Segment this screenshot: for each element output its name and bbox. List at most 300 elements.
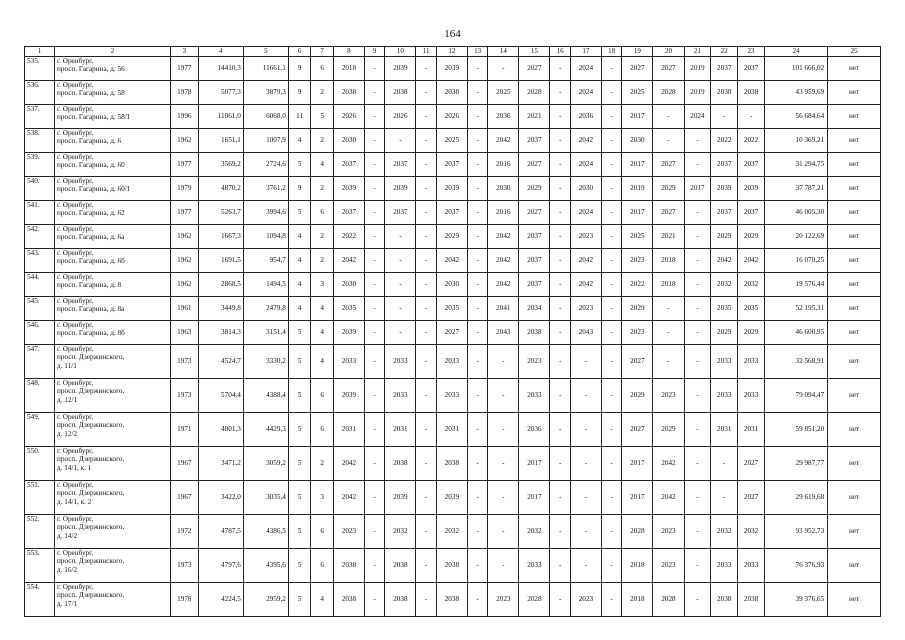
table-cell: - bbox=[684, 321, 711, 345]
table-cell: - bbox=[364, 129, 384, 153]
table-cell: 2029 bbox=[519, 177, 550, 201]
table-cell: 2039 bbox=[436, 481, 467, 515]
table-cell: - bbox=[601, 129, 621, 153]
table-cell: - bbox=[385, 321, 416, 345]
column-number-header: 17 bbox=[570, 47, 601, 57]
table-cell: - bbox=[738, 105, 765, 129]
table-cell: - bbox=[550, 273, 570, 297]
table-cell: 2038 bbox=[333, 81, 364, 105]
table-cell: - bbox=[550, 249, 570, 273]
area-cell: 2959,2 bbox=[243, 583, 288, 617]
table-cell: 5 bbox=[288, 447, 311, 481]
table-cell: - bbox=[416, 153, 436, 177]
column-number-header: 7 bbox=[311, 47, 334, 57]
table-cell: 1996 bbox=[170, 105, 198, 129]
table-cell: - bbox=[570, 345, 601, 379]
table-cell: - bbox=[364, 447, 384, 481]
table-cell: 2033 bbox=[436, 379, 467, 413]
table-cell: - bbox=[550, 515, 570, 549]
table-cell: - bbox=[416, 57, 436, 81]
table-cell: 2023 bbox=[622, 321, 653, 345]
table-cell: 2039 bbox=[436, 177, 467, 201]
table-row bbox=[25, 297, 881, 321]
table-cell: - bbox=[684, 297, 711, 321]
table-cell: - bbox=[467, 345, 487, 379]
address-cell: г. Оренбург, просп. Дзержинского, д. 16/2 bbox=[55, 549, 171, 583]
address-cell: г. Оренбург, просп. Гагарина, д. 60/1 bbox=[55, 177, 171, 201]
table-cell: 2023 bbox=[653, 379, 684, 413]
area-cell: 4388,4 bbox=[243, 379, 288, 413]
table-cell: - bbox=[416, 549, 436, 583]
address-cell: г. Оренбург, просп. Дзержинского, д. 17/1 bbox=[55, 583, 171, 617]
table-cell: - bbox=[711, 447, 738, 481]
row-number-cell: 537. bbox=[25, 105, 55, 129]
table-cell: - bbox=[601, 345, 621, 379]
table-cell: 2039 bbox=[333, 321, 364, 345]
table-cell: - bbox=[416, 515, 436, 549]
table-cell: 2023 bbox=[570, 583, 601, 617]
table-cell: 2042 bbox=[570, 129, 601, 153]
table-cell: 2032 bbox=[711, 515, 738, 549]
table-cell: нет bbox=[828, 515, 881, 549]
area-cell: 3994,6 bbox=[243, 201, 288, 225]
column-number-header: 16 bbox=[550, 47, 570, 57]
table-cell: 2031 bbox=[385, 413, 416, 447]
table-cell: - bbox=[711, 105, 738, 129]
cost-cell: 16 070,25 bbox=[764, 249, 827, 273]
table-cell: - bbox=[653, 321, 684, 345]
table-cell: - bbox=[467, 201, 487, 225]
table-cell: 5 bbox=[288, 583, 311, 617]
table-cell: - bbox=[653, 345, 684, 379]
table-cell: - bbox=[550, 153, 570, 177]
table-cell: 11 bbox=[288, 105, 311, 129]
table-cell: 2038 bbox=[385, 583, 416, 617]
table-cell: 6 bbox=[311, 413, 334, 447]
cost-cell: 29 987,77 bbox=[764, 447, 827, 481]
table-cell: 2034 bbox=[519, 297, 550, 321]
table-cell: 5 bbox=[311, 105, 334, 129]
area-cell: 2724,6 bbox=[243, 153, 288, 177]
address-cell: г. Оренбург, просп. Гагарина, д. 8б bbox=[55, 321, 171, 345]
table-cell: 2 bbox=[311, 249, 334, 273]
table-cell: нет bbox=[828, 81, 881, 105]
address-cell: г. Оренбург, просп. Дзержинского, д. 12/1 bbox=[55, 379, 171, 413]
table-cell: 2029 bbox=[738, 321, 765, 345]
table-cell: - bbox=[467, 297, 487, 321]
table-cell: 2028 bbox=[519, 81, 550, 105]
table-cell: 2017 bbox=[519, 447, 550, 481]
table-cell: 2019 bbox=[684, 81, 711, 105]
table-cell: 2023 bbox=[519, 345, 550, 379]
table-cell: - bbox=[416, 225, 436, 249]
table-cell: 2025 bbox=[622, 81, 653, 105]
table-cell: 2031 bbox=[711, 413, 738, 447]
area-cell: 3814,3 bbox=[198, 321, 243, 345]
table-cell: - bbox=[684, 249, 711, 273]
table-cell: - bbox=[684, 273, 711, 297]
table-cell: нет bbox=[828, 583, 881, 617]
table-cell: - bbox=[550, 447, 570, 481]
table-cell: 4 bbox=[311, 345, 334, 379]
table-cell: 2033 bbox=[519, 549, 550, 583]
table-cell: 2039 bbox=[385, 57, 416, 81]
table-cell: 2022 bbox=[333, 225, 364, 249]
table-cell: нет bbox=[828, 225, 881, 249]
cost-cell: 19 576,44 bbox=[764, 273, 827, 297]
table-cell: 2038 bbox=[436, 81, 467, 105]
table-cell: 2029 bbox=[622, 379, 653, 413]
area-cell: 3151,4 bbox=[243, 321, 288, 345]
table-cell: 2021 bbox=[519, 105, 550, 129]
table-cell: 2039 bbox=[385, 481, 416, 515]
table-cell: - bbox=[467, 515, 487, 549]
table-row bbox=[25, 515, 881, 549]
table-cell: - bbox=[684, 481, 711, 515]
table-cell: 2027 bbox=[622, 345, 653, 379]
area-cell: 11061,0 bbox=[198, 105, 243, 129]
table-cell: 2035 bbox=[738, 297, 765, 321]
area-cell: 4429,3 bbox=[243, 413, 288, 447]
address-cell: г. Оренбург, просп. Гагарина, д. 8 bbox=[55, 273, 171, 297]
column-number-header: 18 bbox=[601, 47, 621, 57]
table-cell: - bbox=[550, 413, 570, 447]
table-cell: - bbox=[385, 273, 416, 297]
column-number-header: 12 bbox=[436, 47, 467, 57]
area-cell: 2479,8 bbox=[243, 297, 288, 321]
table-cell: 2023 bbox=[570, 297, 601, 321]
table-cell: - bbox=[684, 345, 711, 379]
table-cell: - bbox=[570, 481, 601, 515]
table-cell: 1962 bbox=[170, 273, 198, 297]
table-cell: - bbox=[416, 481, 436, 515]
table-cell: 3 bbox=[311, 481, 334, 515]
area-cell: 14410,3 bbox=[198, 57, 243, 81]
table-cell: нет bbox=[828, 297, 881, 321]
table-cell: 4 bbox=[288, 225, 311, 249]
table-cell: 2033 bbox=[738, 549, 765, 583]
table-cell: - bbox=[467, 105, 487, 129]
table-cell: 4 bbox=[288, 129, 311, 153]
table-cell: - bbox=[364, 583, 384, 617]
table-cell: 2023 bbox=[570, 225, 601, 249]
table-cell: 2030 bbox=[333, 273, 364, 297]
column-number-header: 21 bbox=[684, 47, 711, 57]
table-cell: - bbox=[364, 273, 384, 297]
table-cell: 2024 bbox=[570, 57, 601, 81]
table-cell: - bbox=[364, 515, 384, 549]
table-cell: 2028 bbox=[519, 583, 550, 617]
table-cell: 5 bbox=[288, 481, 311, 515]
table-row bbox=[25, 447, 881, 481]
table-cell: - bbox=[364, 345, 384, 379]
table-cell: 2019 bbox=[622, 177, 653, 201]
row-number-cell: 549. bbox=[25, 413, 55, 447]
table-cell: нет bbox=[828, 481, 881, 515]
table-cell: 2027 bbox=[738, 447, 765, 481]
table-cell: - bbox=[416, 345, 436, 379]
table-cell: 2026 bbox=[385, 105, 416, 129]
area-cell: 4787,5 bbox=[198, 515, 243, 549]
table-cell: 9 bbox=[288, 177, 311, 201]
table-cell: 2038 bbox=[436, 447, 467, 481]
table-cell: 2033 bbox=[711, 549, 738, 583]
page-number: 164 bbox=[444, 28, 461, 40]
table-cell: 1979 bbox=[170, 177, 198, 201]
table-cell: 6 bbox=[311, 57, 334, 81]
row-number-cell: 553. bbox=[25, 549, 55, 583]
table-cell: - bbox=[601, 81, 621, 105]
table-cell: - bbox=[570, 447, 601, 481]
table-cell: нет bbox=[828, 105, 881, 129]
table-cell: 2028 bbox=[653, 81, 684, 105]
table-cell: нет bbox=[828, 447, 881, 481]
table-cell: 2042 bbox=[488, 129, 519, 153]
table-cell: 2018 bbox=[653, 273, 684, 297]
table-row bbox=[25, 549, 881, 583]
table-cell: - bbox=[467, 413, 487, 447]
table-cell: 5 bbox=[288, 201, 311, 225]
row-number-cell: 535. bbox=[25, 57, 55, 81]
table-cell: - bbox=[550, 129, 570, 153]
table-cell: - bbox=[601, 273, 621, 297]
area-cell: 4224,5 bbox=[198, 583, 243, 617]
table-cell: нет bbox=[828, 379, 881, 413]
cost-cell: 46 005,30 bbox=[764, 201, 827, 225]
table-cell: - bbox=[601, 225, 621, 249]
table-row bbox=[25, 379, 881, 413]
table-cell: 2028 bbox=[653, 583, 684, 617]
address-cell: г. Оренбург, просп. Гагарина, д. 62 bbox=[55, 201, 171, 225]
row-number-cell: 536. bbox=[25, 81, 55, 105]
table-cell: - bbox=[385, 129, 416, 153]
table-cell: 2029 bbox=[738, 225, 765, 249]
table-cell: - bbox=[601, 481, 621, 515]
table-cell: 5 bbox=[288, 413, 311, 447]
table-cell: 5 bbox=[288, 321, 311, 345]
table-cell: - bbox=[684, 225, 711, 249]
table-cell: - bbox=[684, 129, 711, 153]
address-cell: г. Оренбург, просп. Дзержинского, д. 11/1 bbox=[55, 345, 171, 379]
table-cell: 2039 bbox=[385, 177, 416, 201]
table-cell: - bbox=[550, 201, 570, 225]
table-row bbox=[25, 225, 881, 249]
table-cell: - bbox=[653, 129, 684, 153]
table-cell: 2032 bbox=[711, 273, 738, 297]
table-cell: 2028 bbox=[622, 515, 653, 549]
table-row bbox=[25, 129, 881, 153]
area-cell: 3330,2 bbox=[243, 345, 288, 379]
table-cell: 2036 bbox=[519, 413, 550, 447]
table-cell: 2038 bbox=[711, 583, 738, 617]
table-cell: 2030 bbox=[436, 273, 467, 297]
table-cell: - bbox=[467, 57, 487, 81]
table-cell: 2037 bbox=[738, 153, 765, 177]
table-cell: 2037 bbox=[436, 201, 467, 225]
table-cell: - bbox=[550, 321, 570, 345]
table-cell: - bbox=[601, 583, 621, 617]
table-cell: - bbox=[684, 153, 711, 177]
table-cell: 2042 bbox=[333, 249, 364, 273]
area-cell: 1494,5 bbox=[243, 273, 288, 297]
cost-cell: 10 369,21 bbox=[764, 129, 827, 153]
table-cell: 5 bbox=[288, 549, 311, 583]
table-cell: 2 bbox=[311, 177, 334, 201]
table-cell: 2038 bbox=[711, 81, 738, 105]
table-cell: 2033 bbox=[436, 345, 467, 379]
table-cell: 2029 bbox=[653, 413, 684, 447]
table-cell: 2035 bbox=[333, 297, 364, 321]
table-cell: 2024 bbox=[570, 81, 601, 105]
table-cell: 2042 bbox=[653, 481, 684, 515]
table-cell: 2018 bbox=[333, 57, 364, 81]
area-cell: 3422,0 bbox=[198, 481, 243, 515]
table-cell: 2037 bbox=[333, 153, 364, 177]
column-number-header: 15 bbox=[519, 47, 550, 57]
table-cell: - bbox=[550, 549, 570, 583]
table-cell: нет bbox=[828, 321, 881, 345]
table-cell: - bbox=[416, 81, 436, 105]
row-number-cell: 539. bbox=[25, 153, 55, 177]
table-cell: нет bbox=[828, 153, 881, 177]
table-cell: 2039 bbox=[333, 177, 364, 201]
table-cell: 4 bbox=[311, 297, 334, 321]
table-cell: - bbox=[364, 81, 384, 105]
table-cell: 2026 bbox=[333, 105, 364, 129]
table-cell: 2037 bbox=[519, 273, 550, 297]
table-cell: - bbox=[570, 549, 601, 583]
table-cell: 5 bbox=[288, 153, 311, 177]
column-number-header: 10 bbox=[385, 47, 416, 57]
table-cell: - bbox=[550, 583, 570, 617]
table-cell: 2017 bbox=[519, 481, 550, 515]
table-cell: - bbox=[467, 225, 487, 249]
table-cell: 2023 bbox=[653, 549, 684, 583]
table-cell: 2037 bbox=[711, 201, 738, 225]
area-cell: 4797,6 bbox=[198, 549, 243, 583]
table-body bbox=[25, 57, 881, 617]
table-cell: нет bbox=[828, 57, 881, 81]
table-cell: - bbox=[467, 273, 487, 297]
table-cell: 2022 bbox=[622, 273, 653, 297]
table-cell: 2023 bbox=[622, 249, 653, 273]
table-cell: - bbox=[416, 177, 436, 201]
table-cell: 2037 bbox=[385, 201, 416, 225]
table-cell: 2 bbox=[311, 81, 334, 105]
table-cell: нет bbox=[828, 549, 881, 583]
row-number-cell: 540. bbox=[25, 177, 55, 201]
table-cell: - bbox=[467, 81, 487, 105]
table-cell: - bbox=[364, 321, 384, 345]
table-cell: 2039 bbox=[436, 57, 467, 81]
column-number-header: 9 bbox=[364, 47, 384, 57]
table-cell: 1962 bbox=[170, 249, 198, 273]
table-cell: 2037 bbox=[519, 249, 550, 273]
table-cell: 2027 bbox=[519, 153, 550, 177]
table-cell: 1977 bbox=[170, 201, 198, 225]
address-cell: г. Оренбург, просп. Дзержинского, д. 14/2 bbox=[55, 515, 171, 549]
table-cell: 2 bbox=[311, 447, 334, 481]
area-cell: 6068,0 bbox=[243, 105, 288, 129]
table-cell: - bbox=[601, 549, 621, 583]
table-cell: 2032 bbox=[385, 515, 416, 549]
cost-cell: 43 959,69 bbox=[764, 81, 827, 105]
area-cell: 4801,3 bbox=[198, 413, 243, 447]
table-cell: нет bbox=[828, 177, 881, 201]
table-cell: - bbox=[601, 153, 621, 177]
address-cell: г. Оренбург, просп. Гагарина, д. 56 bbox=[55, 57, 171, 81]
column-number-header: 2 bbox=[55, 47, 171, 57]
table-cell: - bbox=[601, 515, 621, 549]
table-cell: 1967 bbox=[170, 447, 198, 481]
table-cell: - bbox=[467, 129, 487, 153]
table-row bbox=[25, 57, 881, 81]
table-cell: 2030 bbox=[488, 177, 519, 201]
table-cell: - bbox=[467, 481, 487, 515]
area-cell: 1651,1 bbox=[198, 129, 243, 153]
row-number-cell: 542. bbox=[25, 225, 55, 249]
table-cell: - bbox=[416, 273, 436, 297]
address-cell: г. Оренбург, просп. Дзержинского, д. 14/1, к. 1 bbox=[55, 447, 171, 481]
table-cell: 1973 bbox=[170, 345, 198, 379]
address-cell: г. Оренбург, просп. Дзержинского, д. 12/2 bbox=[55, 413, 171, 447]
row-number-cell: 552. bbox=[25, 515, 55, 549]
table-cell: 2038 bbox=[738, 81, 765, 105]
table-cell: 1963 bbox=[170, 321, 198, 345]
table-cell: 6 bbox=[311, 515, 334, 549]
table-cell: 2027 bbox=[519, 57, 550, 81]
table-cell: 2019 bbox=[684, 57, 711, 81]
table-cell: 2037 bbox=[711, 57, 738, 81]
cost-cell: 29 619,68 bbox=[764, 481, 827, 515]
area-cell: 4870,2 bbox=[198, 177, 243, 201]
table-cell: - bbox=[416, 249, 436, 273]
row-number-cell: 551. bbox=[25, 481, 55, 515]
table-cell: 2038 bbox=[333, 549, 364, 583]
table-cell: 2022 bbox=[711, 129, 738, 153]
cost-cell: 32 568,91 bbox=[764, 345, 827, 379]
table-cell: 2032 bbox=[738, 273, 765, 297]
table-cell: - bbox=[467, 549, 487, 583]
table-cell: 2018 bbox=[622, 583, 653, 617]
table-cell: 2017 bbox=[622, 481, 653, 515]
table-cell: 2038 bbox=[436, 549, 467, 583]
table-cell: 2031 bbox=[436, 413, 467, 447]
table-cell: 1962 bbox=[170, 225, 198, 249]
table-cell: 6 bbox=[311, 201, 334, 225]
table-cell: - bbox=[385, 297, 416, 321]
table-cell: 1973 bbox=[170, 379, 198, 413]
table-cell: 2033 bbox=[385, 379, 416, 413]
table-cell: 2033 bbox=[333, 345, 364, 379]
table-cell: 2025 bbox=[622, 225, 653, 249]
table-cell: 2024 bbox=[570, 201, 601, 225]
table-cell: 1971 bbox=[170, 413, 198, 447]
table-cell: нет bbox=[828, 249, 881, 273]
table-cell: - bbox=[364, 201, 384, 225]
cost-cell: 79 094,47 bbox=[764, 379, 827, 413]
column-number-header: 4 bbox=[198, 47, 243, 57]
table-cell: - bbox=[550, 81, 570, 105]
table-row bbox=[25, 153, 881, 177]
cost-cell: 93 952,73 bbox=[764, 515, 827, 549]
area-cell: 1691,5 bbox=[198, 249, 243, 273]
table-cell: 1978 bbox=[170, 81, 198, 105]
table-row bbox=[25, 105, 881, 129]
row-number-cell: 550. bbox=[25, 447, 55, 481]
table-cell: - bbox=[684, 201, 711, 225]
table-cell: 2042 bbox=[488, 225, 519, 249]
